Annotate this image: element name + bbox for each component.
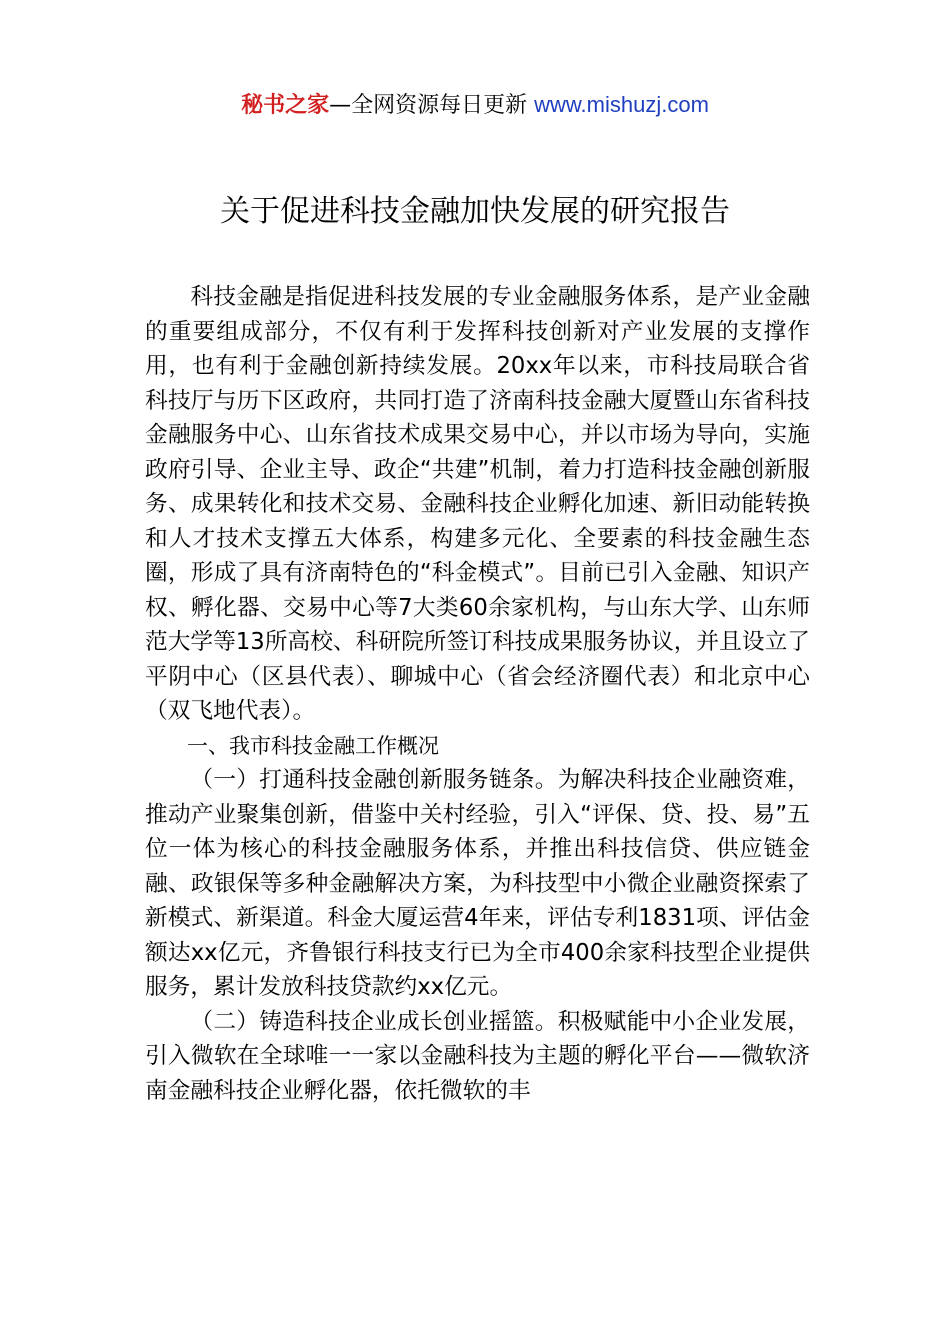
document-title: 关于促进科技金融加快发展的研究报告: [220, 194, 730, 229]
site-url[interactable]: www.mishuzj.com: [534, 92, 709, 117]
intro-paragraph: 科技金融是指促进科技发展的专业金融服务体系，是产业金融的重要组成部分，不仅有利于发挥科技创新对产业发展的支撑作用，也有利于金融创新持续发展。20xx年以来，市科技局联合省科技厅与历下区政府，共同打造了济南科技金融大厦暨山东省科技金融服务中心、山东省技术成果交易中心，并以市场为导向，实施政府引导、企业主导、政企“共建”机制，着力打造科技金融创新服务、成果转化和技术交易、金融科技企业孵化加速、新旧动能转换和人才技术支撑五大体系，构建多元化、全要素的科技金融生态圈，形成了具有济南特色的“科金模式”。目前已引入金融、知识产权、孵化器、交易中心等7大类60余家机构，与山东大学、山东师范大学等13所高校、科研院所签订科技成果服务协议，并且设立了平阴中心（区县代表）、聊城中心（省会经济圈代表）和北京中心（双飞地代表）。: [145, 284, 810, 724]
body-paragraph: （一）打通科技金融创新服务链条。为解决科技企业融资难，推动产业聚集创新，借鉴中关村经验，引入“评保、贷、投、易”五位一体为核心的科技金融服务体系，并推出科技信贷、供应链金融、政银保等多种金融解决方案，为科技型中小微企业融资探索了新模式、新渠道。科金大厦运营4年来，评估专利1831项、评估金额达xx亿元，齐鲁银行科技支行已为全市400余家科技型企业提供服务，累计发放科技贷款约xx亿元。: [145, 767, 810, 1000]
section-heading: 一、我市科技金融工作概况: [187, 733, 439, 758]
header-tagline: —全网资源每日更新: [329, 93, 528, 118]
document-body: [145, 280, 810, 1108]
body-paragraph: （二）铸造科技企业成长创业摇篮。积极赋能中小企业发展，引入微软在全球唯一一家以金融科技为主题的孵化平台——微软济南金融科技企业孵化器，依托微软的丰: [145, 1008, 810, 1104]
brand-name: 秘书之家: [241, 93, 330, 118]
site-header: [0, 88, 950, 123]
